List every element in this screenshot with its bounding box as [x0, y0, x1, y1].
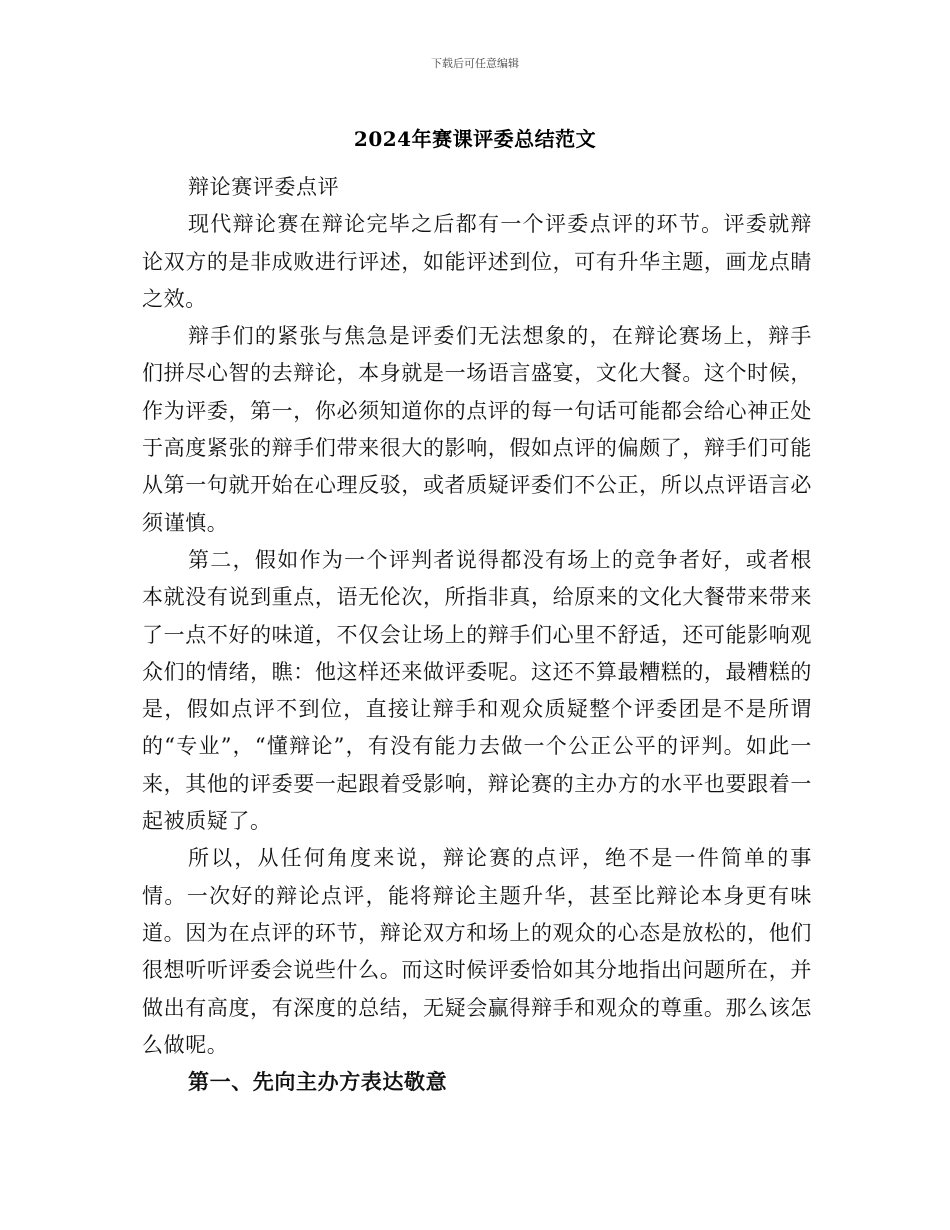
paragraph-3: 第二，假如作为一个评判者说得都没有场上的竞争者好，或者根本就没有说到重点，语无伦次，所指非真，给原来的文化大餐带来带来了一点不好的味道，不仅会让场上的辩手们心里不舒适，还可能影响观众们的情绪，瞧：他这样还来做评委呢。这还不算最糟糕的，最糟糕的是，假如点评不到位，直接让辩手和观众质疑整个评委团是不是所谓的“专业”，“懂辩论”，有没有能力去做一个公正公平的评判。如此一来，其他的评委要一起跟着受影响，辩论赛的主办方的水平也要跟着一起被质疑了。 [142, 547, 812, 834]
paragraph-1: 现代辩论赛在辩论完毕之后都有一个评委点评的环节。评委就辩论双方的是非成败进行评述，如能评述到位，可有升华主题，画龙点睛之效。 [142, 212, 812, 311]
section-heading: 第一、先向主办方表达敬意 [188, 1070, 448, 1095]
paragraph-4: 所以，从任何角度来说，辩论赛的点评，绝不是一件简单的事情。一次好的辩论点评，能将辩论主题升华，甚至比辩论本身更有味道。因为在点评的环节，辩论双方和场上的观众的心态是放松的，他们很想听听评委会说些什么。而这时候评委恰如其分地指出问题所在，并做出有高度，有深度的总结，无疑会赢得辩手和观众的尊重。那么该怎么做呢。 [142, 846, 812, 1057]
paragraph-2: 辩手们的紧张与焦急是评委们无法想象的，在辩论赛场上，辩手们拼尽心智的去辩论，本身就是一场语言盛宴，文化大餐。这个时候，作为评委，第一，你必须知道你的点评的每一句话可能都会给心神正处于高度紧张的辩手们带来很大的影响，假如点评的偏颇了，辩手们可能从第一句就开始在心理反驳，或者质疑评委们不公正，所以点评语言必须谨慎。 [142, 324, 812, 535]
page-header-note: 下载后可任意编辑 [431, 57, 519, 70]
document-body [142, 169, 812, 1101]
document-title: 2024年赛课评委总结范文 [353, 127, 597, 151]
paragraph-intro-label: 辩论赛评委点评 [188, 175, 340, 199]
